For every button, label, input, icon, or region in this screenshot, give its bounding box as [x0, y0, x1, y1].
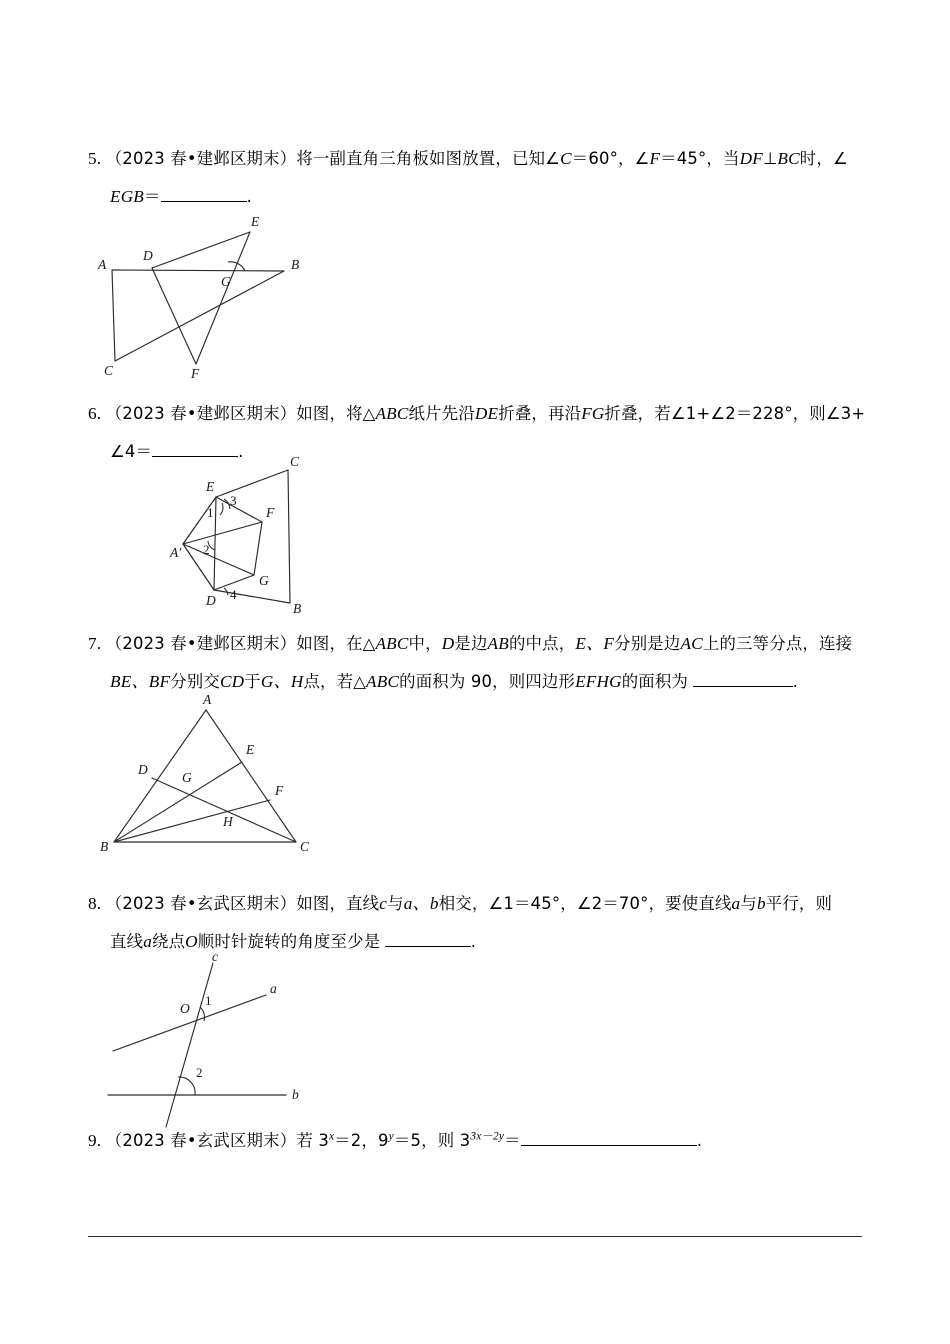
figure7-label-B: B: [100, 839, 109, 854]
problem-9: [88, 1122, 878, 1160]
problem-7-text-d2: 于: [244, 672, 261, 691]
problem-5-source: （2023 春•建邺区期末）: [105, 149, 297, 168]
problem-9-text-b: ＝2，9: [334, 1131, 389, 1150]
problem-9-answer-blank[interactable]: [521, 1145, 697, 1146]
problem-7-text-j2: 的面积为: [621, 672, 689, 691]
figure6-label-B: B: [293, 601, 302, 616]
problem-6-seg-fg: FG: [581, 404, 605, 423]
problem-7-text-b2: 分别交: [170, 672, 220, 691]
problem-6-number: 6.: [88, 404, 102, 423]
problem-9-equals: ＝: [504, 1131, 521, 1150]
problem-7-text-c: 中，: [408, 634, 442, 653]
problem-7-text-a: 如图，在△: [296, 634, 376, 653]
problem-7-text-h2: 的面积为 90，则四边形: [399, 672, 576, 691]
figure5-label-C: C: [104, 363, 114, 378]
problem-8-line-1: [88, 885, 878, 923]
problem-8-text-g: 与: [740, 894, 757, 913]
problem-6-text-c: 纸片先沿: [408, 404, 475, 423]
problem-7-points-gh: G、H: [260, 672, 304, 691]
problem-8-text-a2: 直线: [110, 932, 144, 951]
problem-9-number: 9.: [88, 1131, 102, 1150]
figure6-label-E: E: [206, 479, 215, 494]
problem-6-seg-de: DE: [474, 404, 499, 423]
problem-7-seg-ab: AB: [487, 634, 509, 653]
figure5-label-F: F: [191, 366, 200, 381]
figure7-label-C: C: [300, 839, 310, 854]
problem-9-text-a: 若 3: [296, 1131, 329, 1150]
figure6-label-angle-3: 3: [230, 493, 237, 508]
problem-9-exponent-y: y: [388, 1130, 394, 1143]
problem-7-text-i: 分别是边: [614, 634, 681, 653]
problem-8-line-b: b: [756, 894, 766, 913]
problem-8-number: 8.: [88, 894, 102, 913]
problem-8-text-e2: 顺时针旋转的角度至少是: [197, 932, 381, 951]
problem-7-figure: [100, 690, 330, 860]
problem-9-source: （2023 春•玄武区期末）: [105, 1131, 297, 1150]
figure8-label-c: c: [212, 949, 218, 964]
figure7-label-H: H: [223, 814, 233, 829]
problem-8-point-o: O: [185, 932, 198, 951]
problem-6-source: （2023 春•建邺区期末）: [105, 404, 297, 423]
figure6-label-angle-2: 2: [203, 542, 210, 557]
figure6-label-angle-4: 4: [230, 587, 237, 602]
problem-7-text-f2: 点，若△: [303, 672, 367, 691]
figure8-label-angle-2: 2: [196, 1065, 203, 1080]
problem-7-tri-abc2: ABC: [366, 672, 400, 691]
problem-5-period: .: [246, 187, 253, 206]
problem-8-text-a: 如图，直线: [296, 894, 380, 913]
figure7-label-D: D: [138, 762, 148, 777]
problem-5-text-i: 时，∠: [799, 149, 848, 168]
problem-8-line-a2: a: [143, 932, 152, 951]
problem-7-source: （2023 春•建邺区期末）: [105, 634, 297, 653]
problem-7-number: 7.: [88, 634, 102, 653]
problem-8-text-e: 相交，∠1＝45°，∠2＝70°，要使直线: [438, 894, 732, 913]
problem-5: [88, 140, 878, 216]
problem-5-figure: [88, 212, 388, 384]
problem-6-line-1: [88, 395, 878, 433]
figure8-label-b: b: [292, 1087, 299, 1102]
figure6-label-A-prime: A′: [170, 545, 182, 560]
problem-6-period: .: [238, 442, 244, 461]
problem-8-answer-blank[interactable]: [385, 946, 471, 947]
problem-5-text-c: ＝60°，∠: [571, 149, 650, 168]
problem-8: [88, 885, 878, 961]
problem-5-var-f: F: [649, 149, 661, 168]
problem-7-seg-cd: CD: [219, 672, 245, 691]
problem-5-line-1: [88, 140, 878, 178]
footer-divider: [88, 1236, 862, 1237]
figure5-label-A: A: [98, 257, 107, 272]
problem-8-period: .: [470, 932, 477, 951]
problem-7-point-d: D: [441, 634, 455, 653]
problem-7-text-g: 的中点，: [508, 634, 576, 653]
problem-9-period: .: [696, 1131, 703, 1150]
figure5-label-D: D: [143, 248, 153, 263]
figure6-label-C: C: [290, 454, 300, 469]
problem-7-segs-be-bf: BE、BF: [110, 672, 171, 691]
problem-8-line-c: c: [379, 894, 388, 913]
problem-5-seg-df: DF: [739, 149, 763, 168]
problem-9-exponent-3x-2y: 3x－2y: [470, 1130, 505, 1143]
problem-5-equals: ＝: [144, 187, 161, 206]
figure6-label-F: F: [266, 505, 275, 520]
problem-5-number: 5.: [88, 149, 102, 168]
problem-7-seg-ac: AC: [680, 634, 703, 653]
problem-9-text-c: ＝5，则 3: [393, 1131, 471, 1150]
problem-5-line-2: [88, 178, 878, 216]
problem-5-text-e: ＝45°，当: [660, 149, 740, 168]
problem-5-text-a: 将一副直角三角板如图放置，已知∠: [296, 149, 561, 168]
problem-6-figure: [170, 455, 370, 620]
problem-7-period: .: [792, 672, 799, 691]
problem-5-perp-symbol: ⊥: [762, 149, 778, 168]
problem-8-figure: [108, 949, 318, 1140]
figure6-label-G: G: [259, 573, 269, 588]
problem-5-seg-bc: BC: [777, 149, 800, 168]
problem-7-points-ef: E、F: [575, 634, 615, 653]
figure8-label-angle-1: 1: [205, 993, 212, 1008]
figure7-label-F: F: [275, 783, 284, 798]
problem-7-text-k: 上的三等分点，连接: [702, 634, 853, 653]
figure5-label-B: B: [291, 257, 300, 272]
problem-5-var-c: C: [560, 149, 572, 168]
problem-8-line-a: a: [731, 894, 741, 913]
problem-8-text-i: 平行，则: [765, 894, 833, 913]
problem-7-quad-efhg: EFHG: [575, 672, 622, 691]
problem-5-angle-egb: EGB: [110, 187, 145, 206]
figure5-label-G: G: [221, 274, 231, 289]
problem-6-text-e: 折叠，再沿: [498, 404, 582, 423]
problem-7-tri-abc: ABC: [375, 634, 409, 653]
figure5-label-E: E: [251, 214, 260, 229]
figure8-label-O: O: [180, 1001, 190, 1016]
figure8-label-a: a: [270, 981, 277, 996]
problem-8-source: （2023 春•玄武区期末）: [105, 894, 297, 913]
problem-5-answer-blank[interactable]: [161, 201, 247, 202]
problem-6-tri-abc: ABC: [375, 404, 409, 423]
figure6-label-angle-1: 1: [207, 505, 214, 520]
problem-7-answer-blank[interactable]: [693, 686, 793, 687]
problem-6-angle-sum: ∠4＝: [110, 442, 153, 461]
problem-7-line-1: [88, 625, 878, 663]
problem-8-lines-ab: a、b: [403, 894, 439, 913]
problem-7-text-e: 是边: [454, 634, 488, 653]
figure7-label-G: G: [182, 770, 192, 785]
figure7-label-E: E: [246, 742, 255, 757]
problem-6-text-g: 折叠，若∠1+∠2＝228°，则∠3+: [604, 404, 866, 423]
problem-9-line-1: [88, 1122, 878, 1160]
figure7-label-A: A: [203, 692, 212, 707]
problem-8-text-c: 与: [387, 894, 404, 913]
figure6-label-D: D: [206, 593, 216, 608]
problem-6-text-a: 如图，将△: [296, 404, 376, 423]
problem-9-exponent-x: x: [328, 1130, 335, 1143]
problem-8-text-c2: 绕点: [151, 932, 186, 951]
